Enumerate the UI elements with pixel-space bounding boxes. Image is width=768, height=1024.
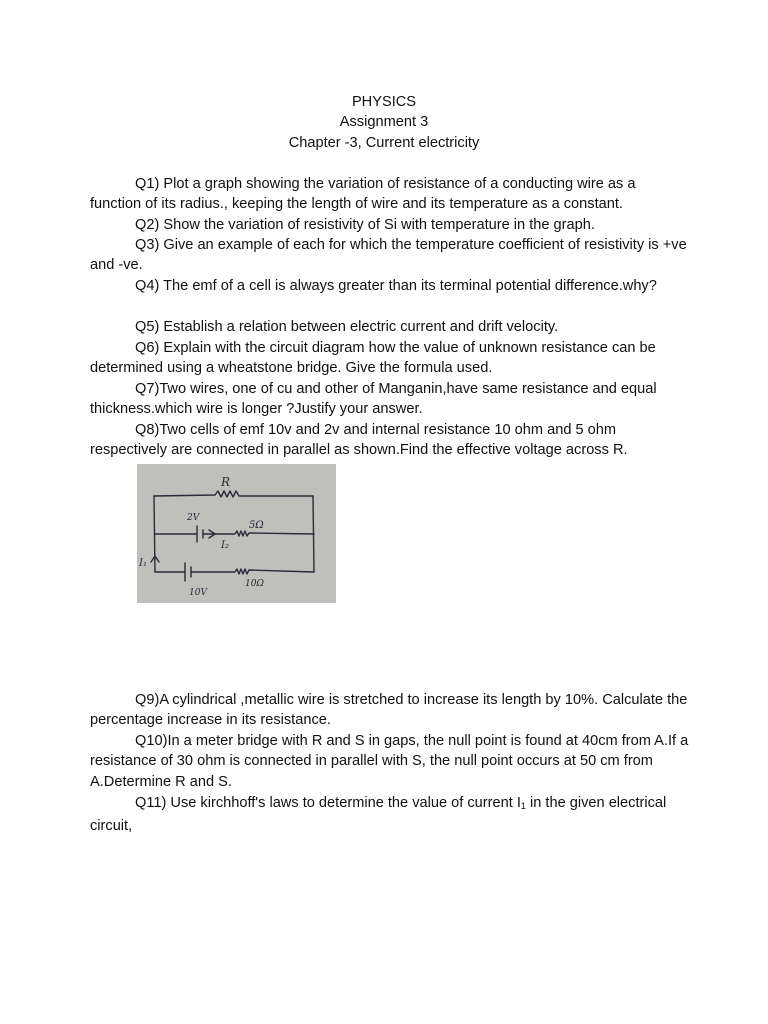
q11-text-start: Q11) Use kirchhoff's laws to determine the value of current I — [135, 795, 521, 811]
label-i2: I₂ — [221, 540, 229, 551]
assignment-heading: Assignment 3 — [339, 114, 429, 130]
question-q10: Q10)In a meter bridge with R and S in gaps, the null point is found at 40cm from A.If a resistance of 30 ohm is connected in parallel with S, the null point occurs at 50 cm from A.Determine R and S. — [90, 733, 689, 790]
label-5ohm: 5Ω — [249, 520, 264, 531]
question-q11 — [90, 793, 690, 837]
label-r: R — [221, 475, 231, 489]
label-i1: I₁ — [139, 558, 147, 569]
question-q6: Q6) Explain with the circuit diagram how the value of unknown resistance can be determined using a wheatstone bridge. Give the formula used. — [90, 340, 656, 377]
question-q3: Q3) Give an example of each for which the temperature coefficient of resistivity is +ve and -ve. — [90, 237, 687, 274]
question-q2: Q2) Show the variation of resistivity of Si with temperature in the graph. — [135, 217, 595, 233]
question-q7: Q7)Two wires, one of cu and other of Manganin,have same resistance and equal thickness.which wire is longer ?Justify your answer. — [90, 381, 657, 418]
chapter-heading: Chapter -3, Current electricity — [288, 135, 480, 151]
question-q4: Q4) The emf of a cell is always greater than its terminal potential difference.why? — [135, 278, 657, 294]
label-10ohm: 10Ω — [245, 579, 264, 589]
label-10v: 10V — [189, 588, 207, 598]
subject-heading: PHYSICS — [351, 94, 417, 110]
question-q5: Q5) Establish a relation between electric current and drift velocity. — [135, 319, 559, 335]
q11-text-end: in the given electrical circuit, — [90, 795, 667, 835]
question-q1: Q1) Plot a graph showing the variation of resistance of a conducting wire as a function of its radius., keeping the length of wire and its temperature as a constant. — [90, 176, 636, 213]
q11-subscript: 1 — [520, 801, 526, 811]
circuit-diagram — [137, 464, 336, 603]
label-2v: 2V — [187, 513, 200, 523]
question-q9: Q9)A cylindrical ,metallic wire is stretched to increase its length by 10%. Calculate the percentage increase in its resistance. — [90, 692, 688, 729]
question-q8: Q8)Two cells of emf 10v and 2v and internal resistance 10 ohm and 5 ohm respectively are connected in parallel as shown.Find the effective voltage across R. — [90, 422, 628, 459]
circuit-diagram-photo — [137, 464, 336, 603]
